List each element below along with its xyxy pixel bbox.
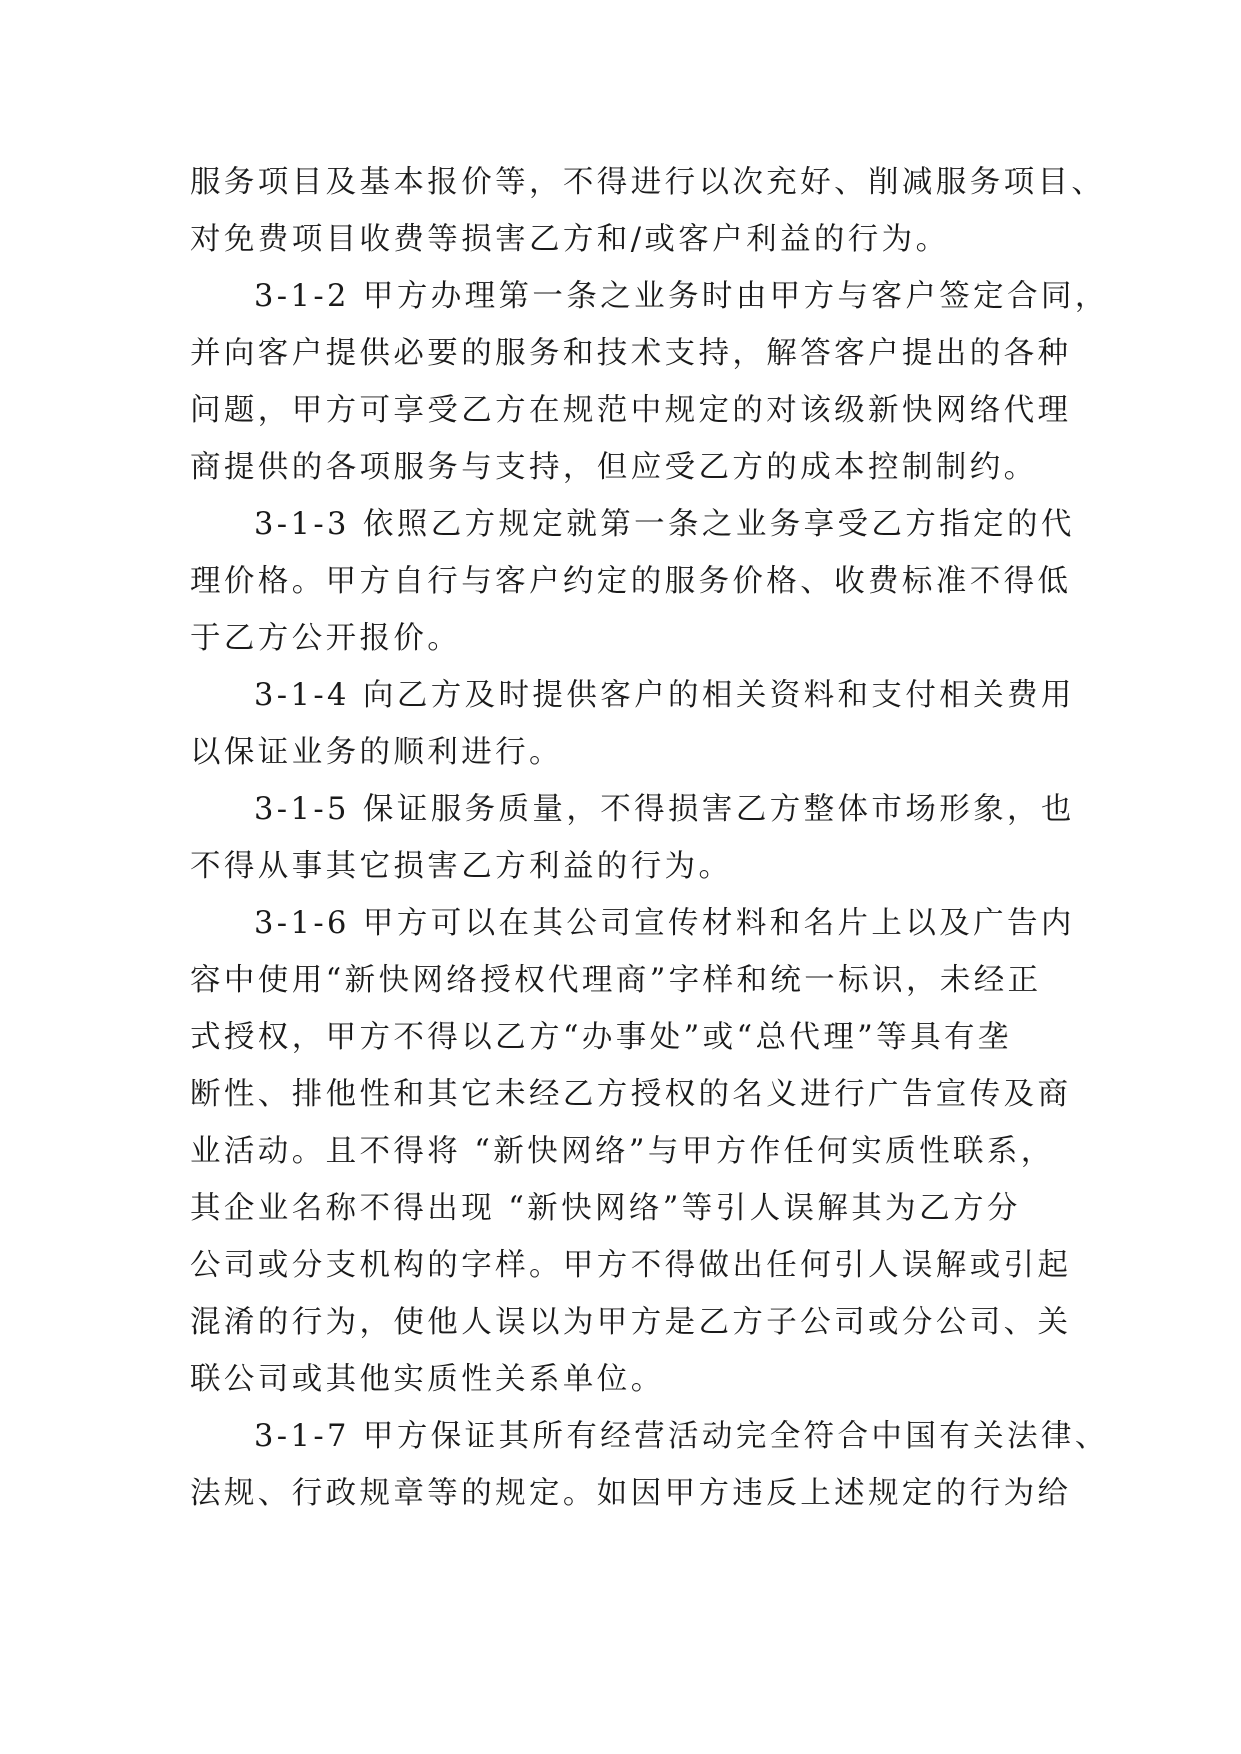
text-line: 联公司或其他实质性关系单位。 xyxy=(190,1362,665,1397)
text-line: 容中使用“新快网络授权代理商”字样和统一标识，未经正 xyxy=(190,963,1042,998)
text-line: 其企业名称不得出现 “新快网络”等引人误解其为乙方分 xyxy=(190,1191,1021,1226)
text-line: 3-1-7 甲方保证其所有经营活动完全符合中国有关法律、 xyxy=(254,1419,1109,1454)
text-line: 3-1-2 甲方办理第一条之业务时由甲方与客户签定合同， xyxy=(254,279,1109,314)
text-line: 并向客户提供必要的服务和技术支持，解答客户提出的各种 xyxy=(190,336,1072,371)
text-line: 3-1-4 向乙方及时提供客户的相关资料和支付相关费用 xyxy=(254,678,1075,713)
text-line: 于乙方公开报价。 xyxy=(190,621,462,656)
text-line: 3-1-6 甲方可以在其公司宣传材料和名片上以及广告内 xyxy=(254,906,1075,941)
text-line: 业活动。且不得将 “新快网络”与甲方作任何实质性联系， xyxy=(190,1134,1055,1169)
text-line: 式授权，甲方不得以乙方“办事处”或“总代理”等具有垄 xyxy=(190,1020,1012,1055)
text-line: 公司或分支机构的字样。甲方不得做出任何引人误解或引起 xyxy=(190,1248,1072,1283)
text-line: 不得从事其它损害乙方利益的行为。 xyxy=(190,849,733,884)
text-line: 问题，甲方可享受乙方在规范中规定的对该级新快网络代理 xyxy=(190,393,1072,428)
text-line: 理价格。甲方自行与客户约定的服务价格、收费标准不得低 xyxy=(190,564,1072,599)
text-line: 对免费项目收费等损害乙方和/或客户利益的行为。 xyxy=(190,222,950,257)
text-line: 商提供的各项服务与支持，但应受乙方的成本控制制约。 xyxy=(190,450,1038,485)
text-line: 混淆的行为，使他人误以为甲方是乙方子公司或分公司、关 xyxy=(190,1305,1072,1340)
text-line: 3-1-5 保证服务质量，不得损害乙方整体市场形象，也 xyxy=(254,792,1075,827)
text-line: 3-1-3 依照乙方规定就第一条之业务享受乙方指定的代 xyxy=(254,507,1075,542)
text-line: 以保证业务的顺利进行。 xyxy=(190,735,563,770)
document-body xyxy=(190,154,1109,1522)
text-line: 法规、行政规章等的规定。如因甲方违反上述规定的行为给 xyxy=(190,1476,1072,1511)
text-line: 服务项目及基本报价等，不得进行以次充好、削减服务项目、 xyxy=(190,165,1106,200)
text-line: 断性、排他性和其它未经乙方授权的名义进行广告宣传及商 xyxy=(190,1077,1072,1112)
